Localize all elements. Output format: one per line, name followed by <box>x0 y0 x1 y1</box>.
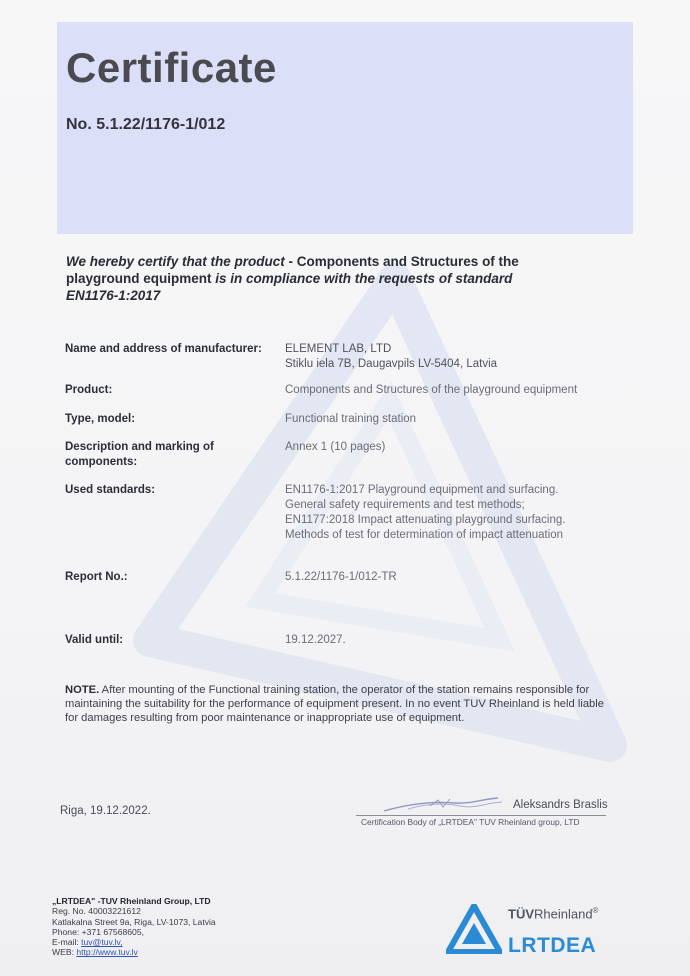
footer-company: „LRTDEA" -TUV Rheinland Group, LTD <box>52 896 211 906</box>
manufacturer-address: Stiklu iela 7B, Daugavpils LV-5404, Latvia <box>285 358 498 370</box>
manufacturer-name: ELEMENT LAB, LTD <box>285 343 392 355</box>
description-label <box>65 440 275 470</box>
signatory-caption: Certification Body of „LRTDEA" TUV Rheinland group, LTD <box>361 817 580 827</box>
description-value <box>285 440 605 455</box>
description-text: Annex 1 (10 pages) <box>285 441 386 453</box>
statement-part-2: - Components and Structures of the playground equipment <box>66 254 519 286</box>
lrtdea-triangle-logo-icon <box>446 904 502 954</box>
standards-value <box>285 483 605 543</box>
footer-email-label: E-mail: <box>52 937 82 948</box>
manufacturer-label: Name and address of manufacturer: <box>65 343 262 355</box>
product-label: Product: <box>65 384 113 396</box>
valid-until-value <box>285 633 605 648</box>
signature-line <box>356 815 606 816</box>
lrtdea-logo-text: LRTDEA <box>508 934 597 957</box>
handwritten-signature-icon <box>380 794 510 816</box>
report-value <box>285 570 605 585</box>
description-label-line-1: Description and marking of <box>65 441 214 453</box>
tuv-logo-bold: TÜV <box>508 906 534 922</box>
valid-until-date: 19.12.2027. <box>285 634 346 646</box>
signatory-name: Aleksandrs Braslis <box>513 799 608 811</box>
type-model-value <box>285 412 605 427</box>
tuv-logo-rest: Rheinland <box>534 906 593 922</box>
note-paragraph <box>65 683 615 725</box>
footer-email-row <box>52 937 216 947</box>
footer-web-link[interactable]: http://www.tuv.lv <box>76 947 138 958</box>
registered-mark: ® <box>592 906 599 915</box>
report-label: Report No.: <box>65 571 128 583</box>
footer-contacts <box>52 896 216 958</box>
footer-email-link[interactable]: tuv@tuv.lv, <box>81 937 123 948</box>
place-date: Riga, 19.12.2022. <box>60 805 151 817</box>
product-value <box>285 383 605 398</box>
note-text: After mounting of the Functional training station, the operator of the station remains responsible for maintaining the suitability for the performance of equipment present. In no event TUV Rheinland is held liable for damages resulting from poor maintenance or inappropriate use of equipment. <box>65 684 604 724</box>
type-model-label: Type, model: <box>65 413 136 425</box>
manufacturer-value <box>285 342 605 372</box>
statement-part-1: We hereby certify that the product <box>66 254 285 269</box>
footer-phone: Phone: +371 67568605, <box>52 926 144 937</box>
valid-until-label: Valid until: <box>65 634 124 646</box>
product-text: Components and Structures of the playground equipment <box>285 384 578 396</box>
report-number: 5.1.22/1176-1/012-TR <box>285 571 397 583</box>
description-label-line-2: components: <box>65 456 138 468</box>
standards-line: Methods of test for determination of impact attenuation <box>285 529 564 541</box>
footer-web-label: WEB: <box>52 947 77 958</box>
certification-statement <box>66 253 566 304</box>
page-title: Certificate <box>66 44 277 91</box>
type-model-text: Functional training station <box>285 413 417 425</box>
standards-line: EN1177:2018 Impact attenuating playground surfacing. <box>285 514 566 526</box>
footer-address: Katlakalna Street 9a, Riga, LV-1073, Latvia <box>52 916 216 927</box>
note-label: NOTE. <box>65 684 100 696</box>
footer-web-row <box>52 947 216 957</box>
statement-part-3: is in compliance with the requests of standard EN1176-1:2017 <box>66 271 513 303</box>
standards-line: EN1176-1:2017 Playground equipment and surfacing. <box>285 484 559 496</box>
certificate-number: No. 5.1.22/1176-1/012 <box>66 116 226 133</box>
standards-line: General safety requirements and test methods; <box>285 499 525 511</box>
footer-reg: Reg. No. 40003221612 <box>52 906 141 917</box>
tuv-rheinland-logo <box>508 906 598 921</box>
standards-label: Used standards: <box>65 484 156 496</box>
